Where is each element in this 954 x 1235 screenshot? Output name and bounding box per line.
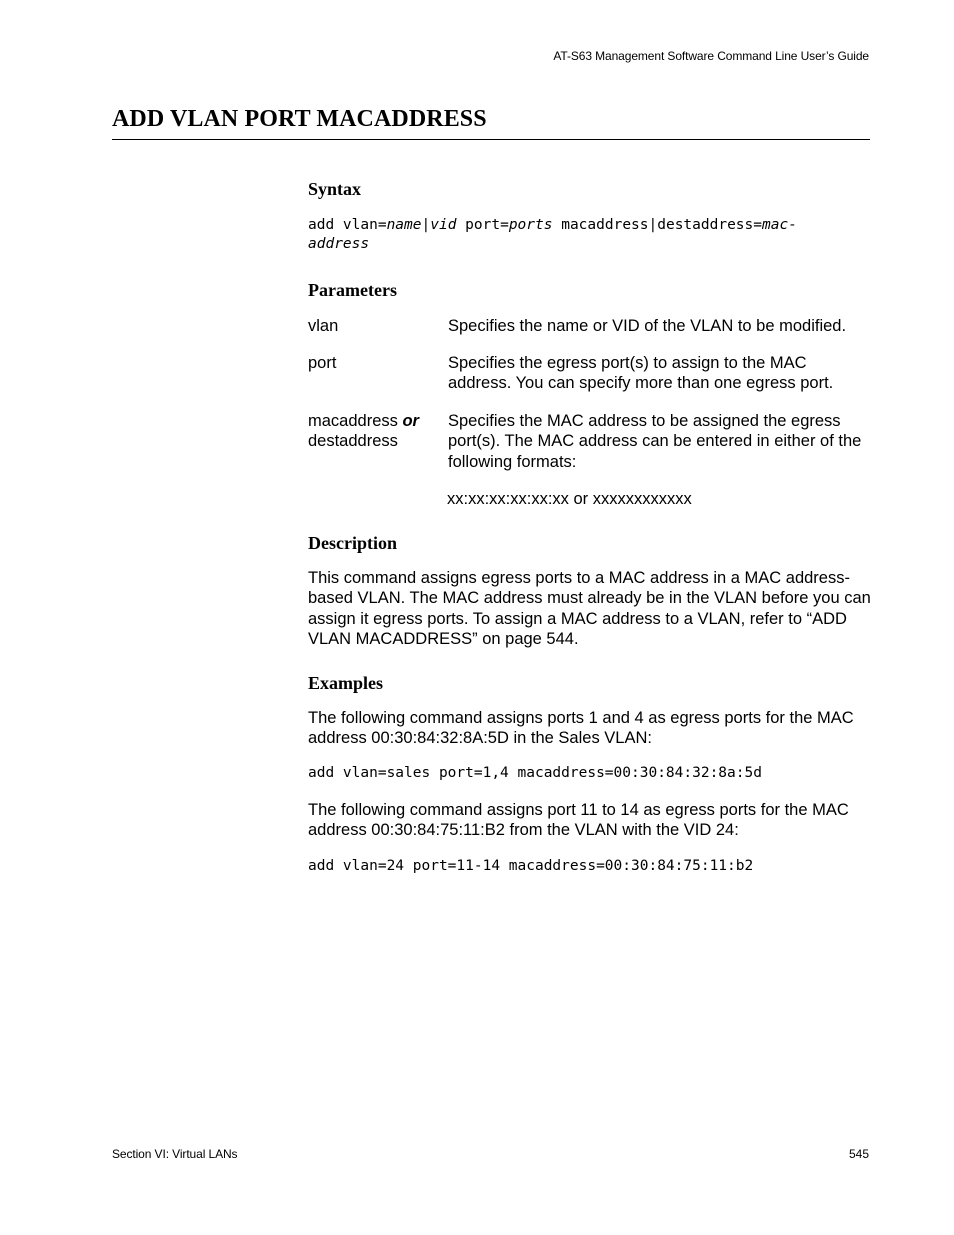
syntax-param: name xyxy=(386,217,422,233)
example-intro: The following command assigns port 11 to 14 as egress ports for the MAC address 00:30:84:75:11:B2 from the VLAN with the VID 24: xyxy=(308,800,849,839)
syntax-param: mac- xyxy=(762,217,797,233)
syntax-heading: Syntax xyxy=(308,179,362,199)
examples-heading: Examples xyxy=(308,672,384,693)
syntax-text: macaddress|destaddress= xyxy=(552,217,762,233)
param-row xyxy=(308,353,872,394)
example-intro: The following command assigns ports 1 and 4 as egress ports for the MAC address 00:30:84:32:8A:5D in the Sales VLAN: xyxy=(308,708,854,747)
mac-formats: xx:xx:xx:xx:xx:xx or xxxxxxxxxxxx xyxy=(447,490,692,508)
example-code: add vlan=sales port=1,4 macaddress=00:30:84:32:8a:5d xyxy=(308,764,762,781)
param-name xyxy=(308,411,448,473)
page-number: 545 xyxy=(848,1147,869,1161)
param-name: vlan xyxy=(308,317,339,335)
title-rule xyxy=(112,139,870,140)
content xyxy=(308,176,872,876)
param-description: Specifies the egress port(s) to assign to the MAC address. You can specify more than one egress port. xyxy=(448,353,834,392)
syntax-code xyxy=(308,216,872,254)
page-title: ADD VLAN PORT MACADDRESS xyxy=(112,106,487,132)
syntax-param: address xyxy=(308,236,370,252)
syntax-text: | xyxy=(421,217,431,233)
example-code: add vlan=24 port=11-14 macaddress=00:30:84:75:11:b2 xyxy=(308,857,754,874)
footer-section: Section VI: Virtual LANs xyxy=(112,1147,238,1161)
syntax-text: add vlan= xyxy=(308,217,387,233)
param-row xyxy=(308,411,872,473)
param-description: Specifies the MAC address to be assigned the egress port(s). The MAC address can be entered in either of the following formats: xyxy=(448,411,862,471)
running-header: AT-S63 Management Software Command Line User’s Guide xyxy=(553,49,869,63)
description-text: This command assigns egress ports to a MAC address in a MAC address-based VLAN. The MAC address must already be in the VLAN before you can assign it egress ports. To assign a MAC address to a VLAN, refer to “ADD VLAN MACADDRESS” on page 544. xyxy=(308,568,871,648)
param-name-or: or xyxy=(402,411,419,430)
param-name-part: macaddress xyxy=(308,411,403,430)
syntax-text: port= xyxy=(456,217,509,233)
param-name-part: destaddress xyxy=(308,432,398,450)
param-description: Specifies the name or VID of the VLAN to be modified. xyxy=(448,317,847,335)
syntax-param: vid xyxy=(430,217,457,233)
param-row xyxy=(308,316,872,337)
param-name: port xyxy=(308,353,337,372)
parameters-heading: Parameters xyxy=(308,280,397,300)
syntax-param: ports xyxy=(508,217,553,233)
description-heading: Description xyxy=(308,532,397,553)
